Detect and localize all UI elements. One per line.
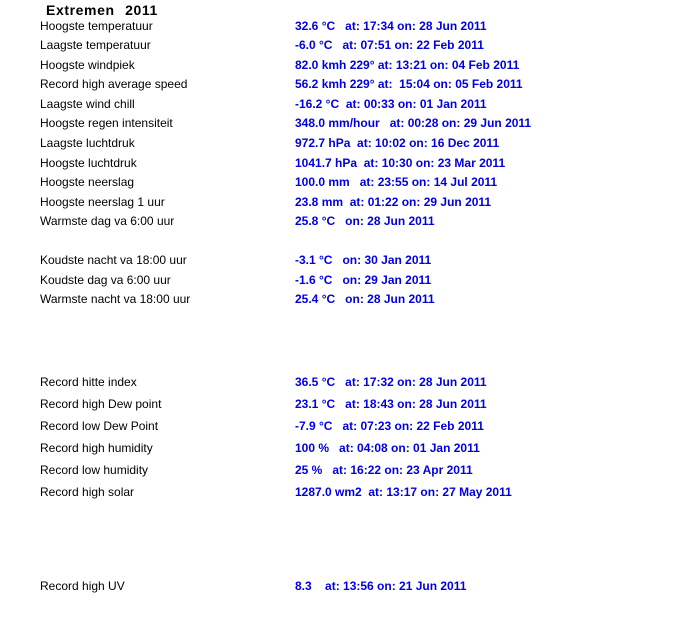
row-record-hitte-index: [0, 374, 680, 390]
extreme-label: Record high solar: [40, 485, 135, 499]
row-record-high-humidity: [0, 440, 680, 456]
row-koudste-nacht: [0, 252, 680, 268]
row-hoogste-neerslag: [0, 174, 680, 190]
extreme-value: 36.5 °C at: 17:32 on: 28 Jun 2011: [295, 375, 487, 389]
extreme-value: 23.8 mm at: 01:22 on: 29 Jun 2011: [295, 195, 492, 209]
row-hoogste-luchtdruk: [0, 155, 680, 171]
extreme-value: 25.8 °C on: 28 Jun 2011: [295, 214, 435, 228]
extreme-label: Laagste temperatuur: [40, 38, 151, 52]
row-koudste-dag: [0, 272, 680, 288]
extreme-label: Laagste wind chill: [40, 97, 135, 111]
extreme-value: 8.3 at: 13:56 on: 21 Jun 2011: [295, 579, 467, 593]
extreme-value: -16.2 °C at: 00:33 on: 01 Jan 2011: [295, 97, 487, 111]
extreme-label: Record hitte index: [40, 375, 137, 389]
row-warmste-nacht: [0, 291, 680, 307]
extreme-value: -6.0 °C at: 07:51 on: 22 Feb 2011: [295, 38, 484, 52]
row-hoogste-regen-intensiteit: [0, 115, 680, 131]
extreme-label: Hoogste neerslag 1 uur: [40, 195, 165, 209]
extreme-label: Hoogste windpiek: [40, 58, 135, 72]
row-record-high-solar: [0, 484, 680, 500]
row-record-low-dew-point: [0, 418, 680, 434]
extreme-label: Laagste luchtdruk: [40, 136, 135, 150]
extreme-value: -7.9 °C at: 07:23 on: 22 Feb 2011: [295, 419, 484, 433]
row-record-high-uv: [0, 578, 680, 594]
extreme-value: 348.0 mm/hour at: 00:28 on: 29 Jun 2011: [295, 116, 532, 130]
extreme-value: 1287.0 wm2 at: 13:17 on: 27 May 2011: [295, 485, 512, 499]
extreme-value: -1.6 °C on: 29 Jan 2011: [295, 273, 432, 287]
extreme-value: 1041.7 hPa at: 10:30 on: 23 Mar 2011: [295, 156, 506, 170]
extreme-label: Hoogste luchtdruk: [40, 156, 137, 170]
row-hoogste-temperatuur: [0, 18, 680, 34]
extreme-label: Hoogste regen intensiteit: [40, 116, 173, 130]
extreme-label: Hoogste temperatuur: [40, 19, 153, 33]
extreme-value: 23.1 °C at: 18:43 on: 28 Jun 2011: [295, 397, 487, 411]
row-warmste-dag: [0, 213, 680, 229]
extreme-value: 100 % at: 04:08 on: 01 Jan 2011: [295, 441, 480, 455]
extreme-value: 25 % at: 16:22 on: 23 Apr 2011: [295, 463, 473, 477]
extreme-label: Koudste dag va 6:00 uur: [40, 273, 171, 287]
row-hoogste-neerslag-1-uur: [0, 194, 680, 210]
extreme-label: Warmste dag va 6:00 uur: [40, 214, 175, 228]
row-laagste-luchtdruk: [0, 135, 680, 151]
extreme-value: -3.1 °C on: 30 Jan 2011: [295, 253, 432, 267]
extreme-label: Record low Dew Point: [40, 419, 159, 433]
extreme-value: 972.7 hPa at: 10:02 on: 16 Dec 2011: [295, 136, 500, 150]
extreme-label: Record high humidity: [40, 441, 153, 455]
row-record-low-humidity: [0, 462, 680, 478]
extreme-label: Hoogste neerslag: [40, 175, 135, 189]
extreme-label: Warmste nacht va 18:00 uur: [40, 292, 191, 306]
extreme-value: 32.6 °C at: 17:34 on: 28 Jun 2011: [295, 19, 487, 33]
extreme-value: 56.2 kmh 229° at: 15:04 on: 05 Feb 2011: [295, 77, 523, 91]
row-laagste-temperatuur: [0, 37, 680, 53]
row-record-high-dew-point: [0, 396, 680, 412]
extreme-value: 100.0 mm at: 23:55 on: 14 Jul 2011: [295, 175, 498, 189]
extreme-label: Record high Dew point: [40, 397, 162, 411]
extreme-value: 82.0 kmh 229° at: 13:21 on: 04 Feb 2011: [295, 58, 520, 72]
page-title: Extremen 2011: [46, 2, 158, 18]
extreme-label: Record low humidity: [40, 463, 149, 477]
row-hoogste-windpiek: [0, 57, 680, 73]
extreme-label: Record high average speed: [40, 77, 188, 91]
extreme-label: Koudste nacht va 18:00 uur: [40, 253, 187, 267]
extreme-value: 25.4 °C on: 28 Jun 2011: [295, 292, 435, 306]
row-laagste-wind-chill: [0, 96, 680, 112]
row-record-high-average-speed: [0, 76, 680, 92]
extreme-label: Record high UV: [40, 579, 125, 593]
